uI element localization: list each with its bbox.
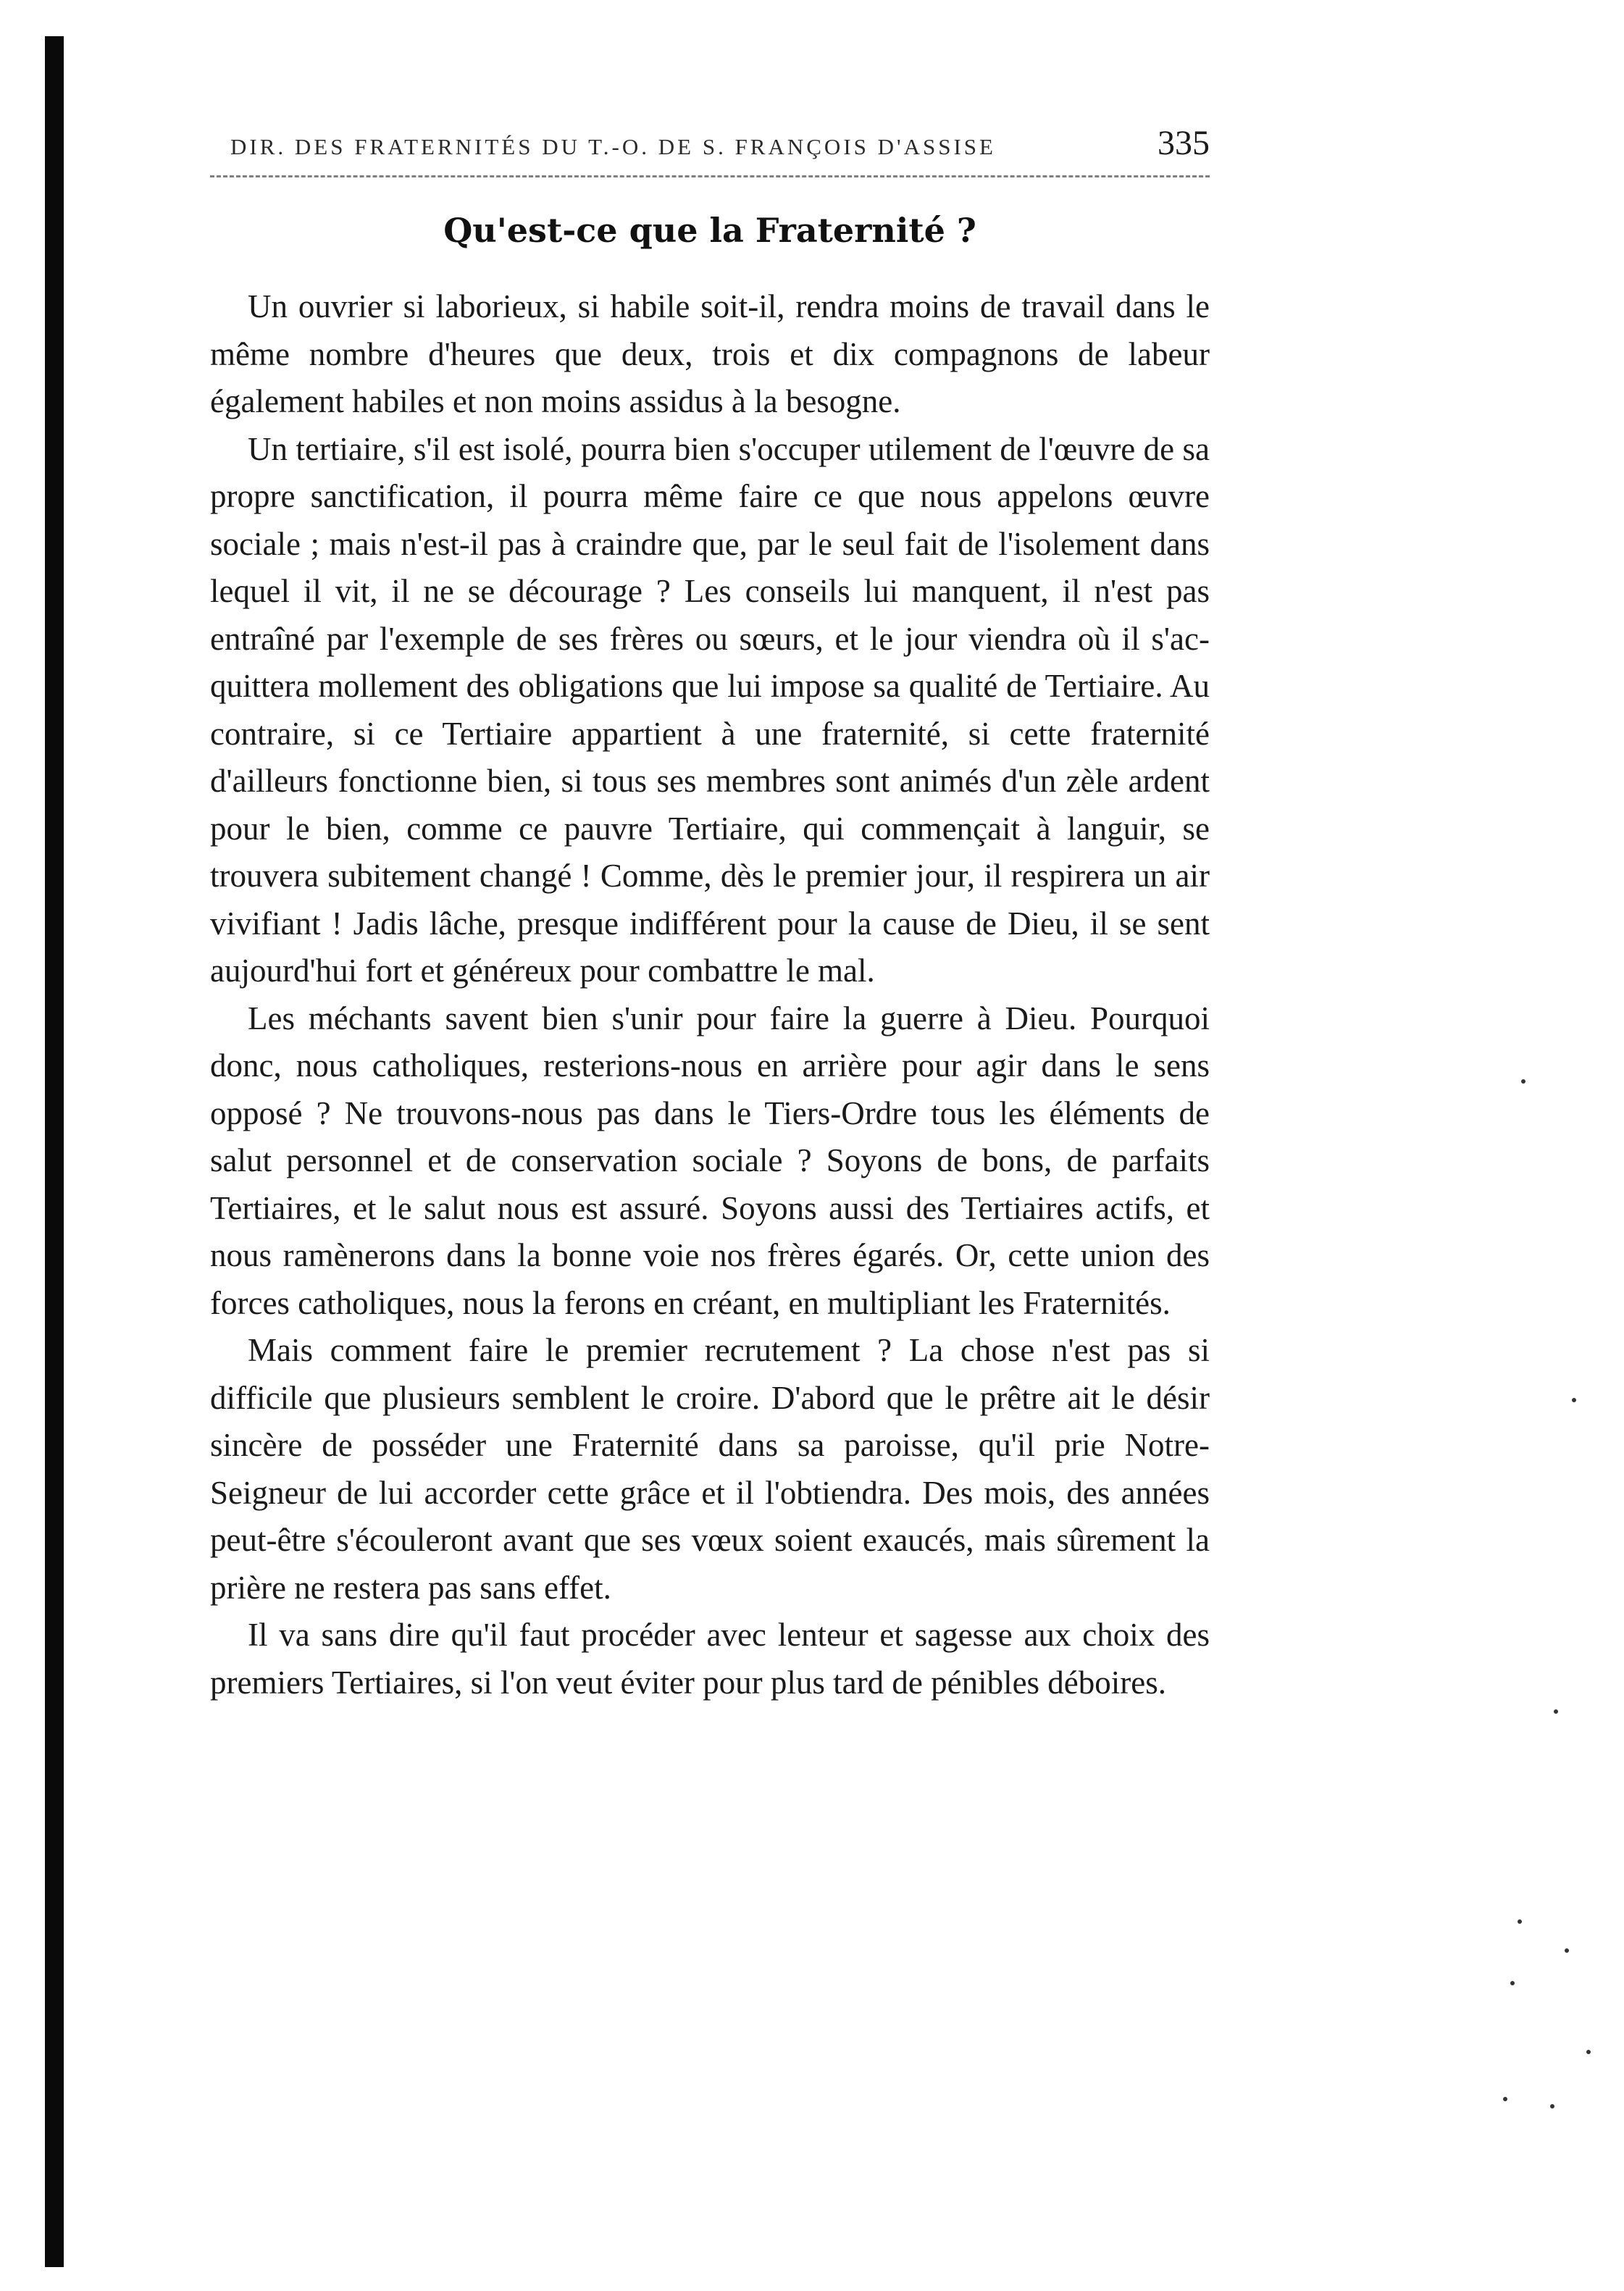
paragraph: Un tertiaire, s'il est isolé, pourra bien s'occuper utilement de l'œuvre de sa propre sanctification, il pourra même faire ce que nous appelons œuvre sociale ; mais n'est-il pas à craindre que, par le seul fait de l'isolement dans lequel il vit, il ne se décourage ? Les conseils lui manquent, il n'est pas entraîné par l'exemple de ses frères ou sœurs, et le jour viendra où il s'acquittera mollement des obligations que lui impose sa qualité de Tertiaire. Au contraire, si ce Tertiaire appartient à une fraternité, si cette fraternité d'ailleurs fonctionne bien, si tous ses membres sont animés d'un zèle ardent pour le bien, comme ce pauvre Tertiaire, qui commençait à languir, se trouvera subitement changé ! Comme, dès le premier jour, il respirera un air vivifiant ! Jadis lâche, presque indifférent pour la cause de Dieu, il se sent aujourd'hui fort et généreux pour combattre le mal. — [210, 430, 1210, 989]
speck — [1572, 1398, 1576, 1402]
speck — [1518, 1919, 1522, 1924]
speck — [1521, 1079, 1525, 1084]
speck — [1586, 2050, 1591, 2054]
speck — [1554, 1709, 1558, 1714]
paragraph: Il va sans dire qu'il faut procéder avec lenteur et sagesse aux choix des premiers Tertiaires, si l'on veut éviter pour plus tard de pénibles déboires. — [210, 1617, 1210, 1701]
paragraph: Mais comment faire le premier recrutement ? La chose n'est pas si difficile que plusieurs semblent le croire. D'abord que le prêtre ait le désir sincère de posséder une Fraternité dans sa paroisse, qu'il prie Notre-Seigneur de lui accorder cette grâce et il l'obtiendra. Des mois, des années peut-être s'écouleront avant que ses vœux soient exaucés, mais sûrement la prière ne restera pas sans effet. — [210, 1332, 1210, 1606]
speck — [1503, 2097, 1507, 2101]
speck — [1565, 1948, 1569, 1953]
speck — [1510, 1981, 1515, 1985]
header-rule — [210, 175, 1210, 177]
running-head — [210, 123, 1210, 167]
paragraph: Les méchants savent bien s'unir pour faire la guerre à Dieu. Pourquoi donc, nous catholiques, resterions-nous en arrière pour agir dans le sens opposé ? Ne trouvons-nous pas dans le Tiers-Ordre tous les éléments de salut personnel et de conservation sociale ? Soyons de bons, de parfaits Tertiaires, et le salut nous est assuré. Soyons aussi des Tertiaires actifs, et nous ramènerons dans la bonne voie nos frères égarés. Or, cette union des forces catholiques, nous la ferons en créant, en multipliant les Fraternités. — [210, 1000, 1210, 1321]
section-title: Qu'est-ce que la Fraternité ? — [443, 211, 976, 250]
book-page — [210, 123, 1210, 1706]
binding-edge — [45, 36, 64, 2267]
running-title: DIR. DES FRATERNITÉS DU T.-O. DE S. FRANÇOIS D'ASSISE — [230, 134, 996, 159]
page-number: 335 — [1158, 124, 1210, 162]
speck — [1550, 2104, 1554, 2108]
paragraph: Un ouvrier si laborieux, si habile soit-il, rendra moins de travail dans le même nombre d'heures que deux, trois et dix compagnons de labeur également habiles et non moins assidus à la besogne. — [210, 288, 1210, 419]
body-text — [210, 283, 1210, 1706]
